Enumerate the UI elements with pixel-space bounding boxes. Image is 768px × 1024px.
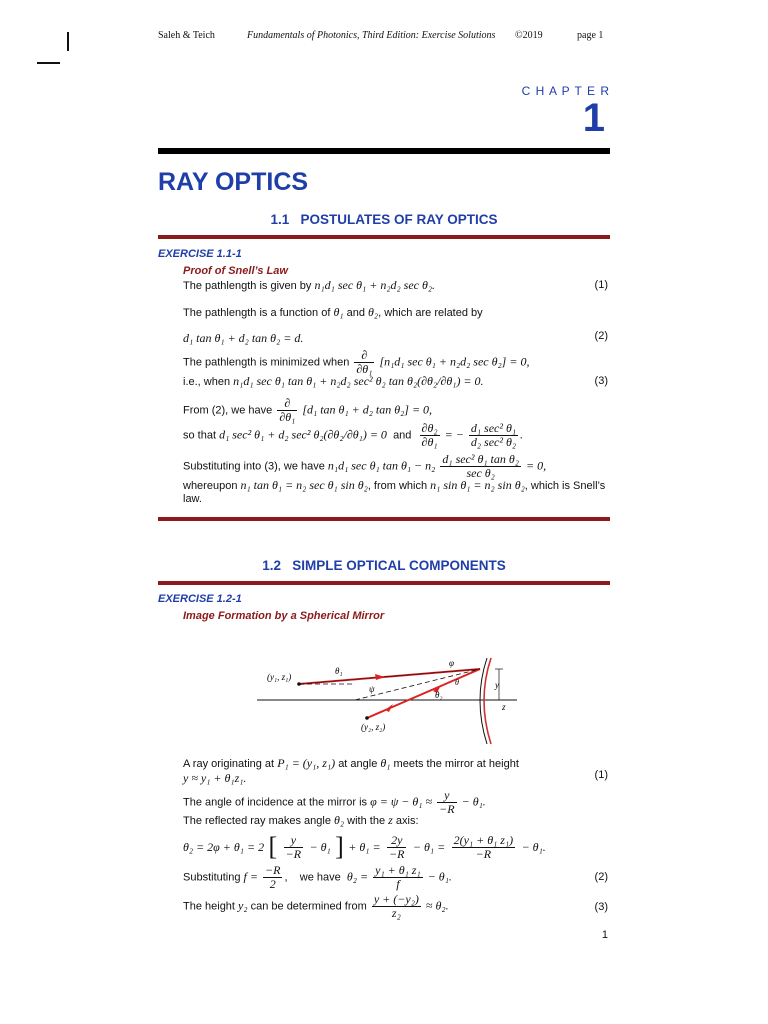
ex1-line-3 [183,329,303,347]
equation-number: (2) [594,330,608,342]
exercise-title: Image Formation by a Spherical Mirror [183,610,385,622]
equation-number: (3) [594,375,608,387]
label-theta1: θ₁ [335,666,343,676]
header-authors: Saleh & Teich [158,30,215,41]
point-p1 [297,682,301,686]
section-number: 1.2 [262,558,281,573]
chapter-number: 1 [582,96,605,140]
ex1-line-2: The pathlength is a function of θ₁ and θ₂, which are related by [183,305,483,319]
ex2-line-7: The height y₂ can be determined from $\frac{\text{y + (−y₂)}}{\text{z₂}}$ ≈ θ₂. [183,892,449,920]
label-z: z [502,702,506,712]
section-heading-1-2 [158,558,610,573]
point-p2 [365,716,369,720]
label-alpha: θ [455,678,459,687]
ex1-line-8: Substituting into (3), we have n₁d₁ sec θ₁ tan θ₁ − n₂ $\frac{\text{d₁ sec² θ₁ tan θ₂}}{\text{sec θ₂}}$ = 0, [183,452,547,480]
footer-page-number: 1 [601,929,608,941]
label-theta2: θ₂ [435,690,443,700]
ex1-line-7: so that d₁ sec² θ₁ + d₂ sec² θ₂(∂θ₂/∂θ₁) = 0 and $\frac{\text{∂θ₂}}{\text{∂θ₁}}$ = − $\frac{\text{d₁ sec² θ₁}}{\text{d₂ sec² θ₂}}$ . [183,421,524,449]
exercise-label: EXERCISE 1.2-1 [158,593,242,605]
equation-number: (2) [594,871,608,883]
label-p2: (y₂, z₂) [361,722,386,732]
ex1-line-5: i.e., when n₁d₁ sec θ₁ tan θ₁ + n₂d₂ sec² θ₂ tan θ₂(∂θ₂/∂θ₁) = 0. [183,374,484,388]
chapter-rule [158,148,610,154]
chapter-word: C H A P T E R [521,84,610,98]
right-bracket: ] [335,832,344,861]
exercise-label: EXERCISE 1.1-1 [158,248,242,260]
header-book-title: Fundamentals of Photonics, Third Edition: Exercise Solutions [247,30,496,41]
ex2-line-3: The angle of incidence at the mirror is φ = ψ − θ₁ ≈ $\frac{y}{-R}$ − θ₁. [183,788,486,816]
section-rule [158,235,610,239]
equation-number: (1) [594,279,608,291]
label-psi: ψ [369,684,375,694]
ex2-line-1: A ray originating at P₁ = (y₁, z₁) at angle θ₁ meets the mirror at height [183,756,519,770]
crop-mark-horizontal [37,62,60,64]
section-rule [158,581,610,585]
ex1-line-10: law. [183,493,202,505]
ex1-line-4: The pathlength is minimized when $\frac{\partial}{\text{∂θ₁}}$ [n₁d₁ sec θ₁ + n₂d₂ sec θ₂] = 0, [183,348,530,376]
ex2-line-5: θ₂ = 2φ + θ₁ = 2 [ $\frac{y}{-R}$ − θ₁ ] + θ₁ = $\frac{2y}{-R}$ − θ₁ = $\frac{\text{2(y₁ + θ₁ z₁)}}{-R}$ − θ₁. [183,832,546,861]
section-number: 1.1 [270,212,290,227]
ex1-line-1: The pathlength is given by n₁d₁ sec θ₁ + n₂d₂ sec θ₂. [183,278,436,292]
equation: d₁ tan θ₁ + d₂ tan θ₂ = d. [183,331,304,345]
ex1-line-6: From (2), we have $\frac{\partial}{\text{∂θ₁}}$ [d₁ tan θ₁ + d₂ tan θ₂] = 0, [183,396,433,424]
equation: n₁d₁ sec θ₁ + n₂d₂ sec θ₂. [314,278,436,292]
crop-mark-vertical [67,32,69,51]
chapter-title: RAY OPTICS [158,168,309,196]
ray-arrowhead [375,674,385,680]
label-p1: (y₁, z₁) [267,672,292,682]
header-page: page 1 [577,30,604,41]
exercise-title: Proof of Snell’s Law [183,265,288,277]
header-copyright: ©2019 [515,30,543,41]
section-heading-1-1 [158,212,610,227]
section-title: POSTULATES OF RAY OPTICS [300,212,498,227]
left-bracket: [ [268,832,278,861]
ex2-line-6: Substituting f = $\frac{-R}{2}$ , we have θ₂ = $\frac{\text{y₁ + θ₁ z₁}}{f}$ − θ₁. [183,863,452,891]
section-title: SIMPLE OPTICAL COMPONENTS [292,558,506,573]
label-y: y [495,680,499,690]
equation-number: (3) [594,901,608,913]
ex2-line-4: The reflected ray makes angle θ₂ with the z axis: [183,813,419,827]
exercise-end-rule [158,517,610,521]
label-phi: φ [449,658,454,668]
ex2-line-2: y ≈ y₁ + θ₁z₁. [183,771,247,785]
mirror-ray-diagram [255,652,520,748]
mirror-back-surface [484,658,491,744]
equation-number: (1) [594,769,608,781]
ex1-line-9: whereupon n₁ tan θ₁ = n₂ sec θ₁ sin θ₂, from which n₁ sin θ₁ = n₂ sin θ₂, which is Snell’s [183,478,606,492]
